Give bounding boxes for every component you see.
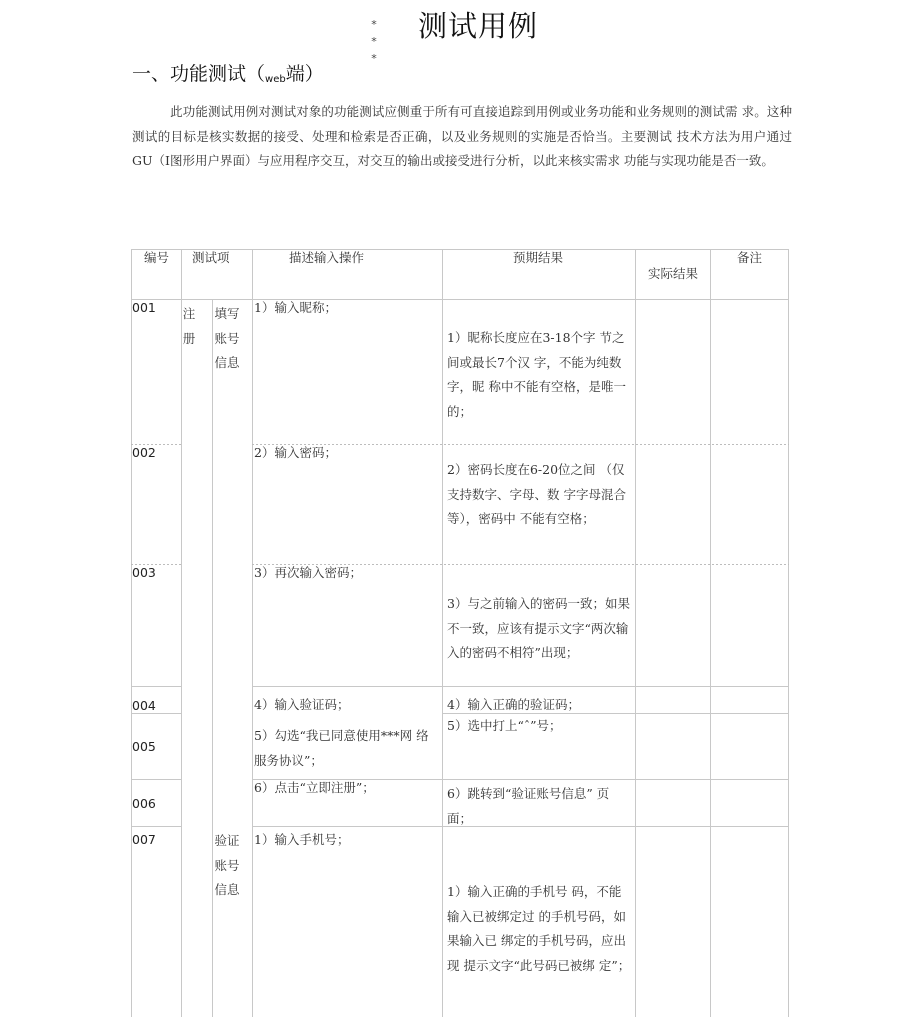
row-expected: 4）输入正确的验证码；: [447, 697, 580, 712]
row-expected: 1）昵称长度应在3-18个字 节之间或最长7个汉 字，不能为纯数字，昵 称中不能有空格，是唯一 的；: [447, 330, 626, 419]
row-expected: 3）与之前输入的密码一致；如果不一致，应该有提示文字“两次输入的密码不相符”出现；: [447, 596, 630, 660]
decorative-stars: [369, 16, 379, 67]
row-id: 005: [132, 739, 156, 754]
row-id: 006: [132, 796, 156, 811]
header-actual: 实际结果: [648, 266, 699, 281]
row-id: 003: [132, 565, 156, 580]
row-input: 6）点击“立即注册”；: [254, 780, 375, 795]
row-id: 002: [132, 445, 156, 460]
header-id: 编号: [144, 250, 170, 265]
star-1: *: [371, 18, 377, 31]
star-3: *: [371, 52, 377, 65]
row-input: 4）输入验证码；: [254, 697, 350, 712]
row-input: 3）再次输入密码；: [254, 565, 362, 580]
section-heading: [132, 59, 324, 86]
section-heading-web: web: [265, 74, 286, 85]
star-2: *: [371, 35, 377, 48]
sub-verify-account: 验证账号信息: [214, 833, 240, 897]
test-case-table: [131, 249, 789, 1017]
row-input: 1）输入昵称；: [254, 300, 337, 315]
header-input: 描述输入操作: [289, 250, 365, 265]
section-heading-prefix: 一、功能测试（: [132, 63, 266, 85]
intro-text: 此功能测试用例对测试对象的功能测试应侧重于所有可直接追踪到用例或业务功能和业务规则的测试需 求。这种测试的目标是核实数据的接受、处理和检索是否正确，以及业务规则的实施是否恰当。主要测试 技术方法为用户通过GU（I图形用户界面）与应用程序交互，对交互的输出或接受进行分析，以此来核实需求 功能与实现功能是否一致。: [132, 104, 792, 168]
row-input: 2）输入密码；: [254, 445, 337, 460]
row-expected: 1）输入正确的手机号 码，不能输入已被绑定过 的手机号码，如果输入已 绑定的手机号码，应出现 提示文字“此号码已被绑 定”；: [447, 884, 631, 973]
row-expected: 6）跳转到“验证账号信息” 页面；: [447, 786, 610, 826]
section-heading-suffix: 端）: [285, 63, 324, 85]
intro-paragraph: [132, 100, 792, 174]
row-expected: 5）选中打上“ˆ”号；: [447, 718, 562, 733]
row-id: 007: [132, 832, 156, 847]
sub-fill-account: 填写账号信息: [214, 306, 240, 370]
row-id: 001: [132, 300, 156, 315]
header-expected: 预期结果: [513, 250, 564, 265]
header-note: 备注: [737, 250, 763, 265]
group-register: 注册: [182, 306, 196, 346]
row-expected: 2）密码长度在6-20位之间 （仅支持数字、字母、数 字字母混合等），密码中 不能有空格；: [447, 462, 626, 526]
row-id: 004: [132, 698, 156, 713]
header-test-item: 测试项: [192, 250, 230, 265]
document-title: 测试用例: [418, 9, 539, 43]
row-input: 5）勾选“我已同意使用***网 络服务协议”；: [254, 728, 429, 768]
row-input: 1）输入手机号；: [254, 832, 350, 847]
